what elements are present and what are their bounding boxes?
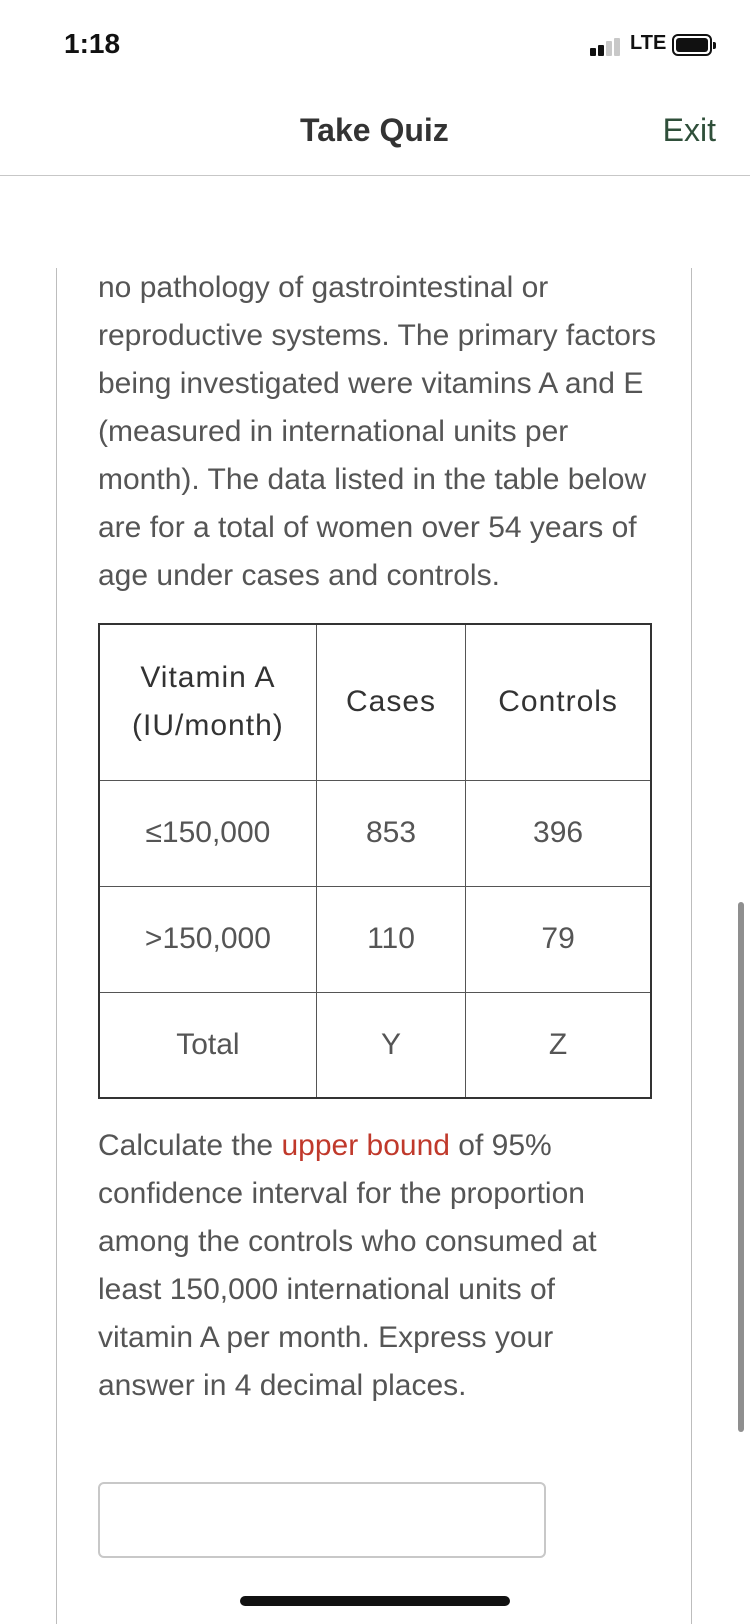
controls-cell: 396	[466, 780, 651, 886]
scrollbar[interactable]	[738, 902, 744, 1432]
question-intro: no pathology of gastrointestinal or reproductive systems. The primary factors being investigated were vitamins A and E (measured in international units per month). The data listed in the table below are for a total of women over 54 years of age under cases and controls.	[98, 271, 656, 592]
table-row	[99, 992, 651, 1098]
controls-cell: 79	[466, 886, 651, 992]
header-vitamin-a	[99, 624, 316, 780]
page-title: Take Quiz	[300, 112, 449, 148]
table-header-row	[99, 624, 651, 780]
battery-icon	[672, 34, 712, 56]
prompt-after: of 95% confidence interval for the proportion among the controls who consumed at least 150,000 international units of vitamin A per month. Express your answer in 4 decimal places.	[98, 1129, 597, 1402]
header-cases: Cases	[316, 624, 465, 780]
table-row	[99, 780, 651, 886]
header-vitamin-a-line2: (IU/month)	[132, 709, 284, 743]
prompt-before: Calculate the	[98, 1129, 282, 1162]
row-label: ≤150,000	[99, 780, 316, 886]
answer-input[interactable]	[98, 1482, 546, 1558]
question-prompt	[98, 1122, 658, 1410]
table-row	[99, 886, 651, 992]
controls-cell: Z	[466, 992, 651, 1098]
header-controls: Controls	[466, 624, 651, 780]
vitamin-a-table	[98, 623, 652, 1099]
status-bar	[0, 0, 750, 90]
prompt-highlight: upper bound	[281, 1129, 450, 1162]
home-indicator[interactable]	[240, 1596, 510, 1606]
quiz-header	[0, 90, 750, 176]
row-label: Total	[99, 992, 316, 1098]
signal-icon	[590, 38, 624, 56]
network-label: LTE	[630, 32, 667, 54]
cases-cell: Y	[316, 992, 465, 1098]
header-vitamin-a-line1: Vitamin A	[140, 661, 276, 695]
cases-cell: 853	[316, 780, 465, 886]
cases-cell: 110	[316, 886, 465, 992]
row-label: >150,000	[99, 886, 316, 992]
status-time: 1:18	[64, 28, 121, 59]
exit-button[interactable]: Exit	[662, 112, 716, 148]
